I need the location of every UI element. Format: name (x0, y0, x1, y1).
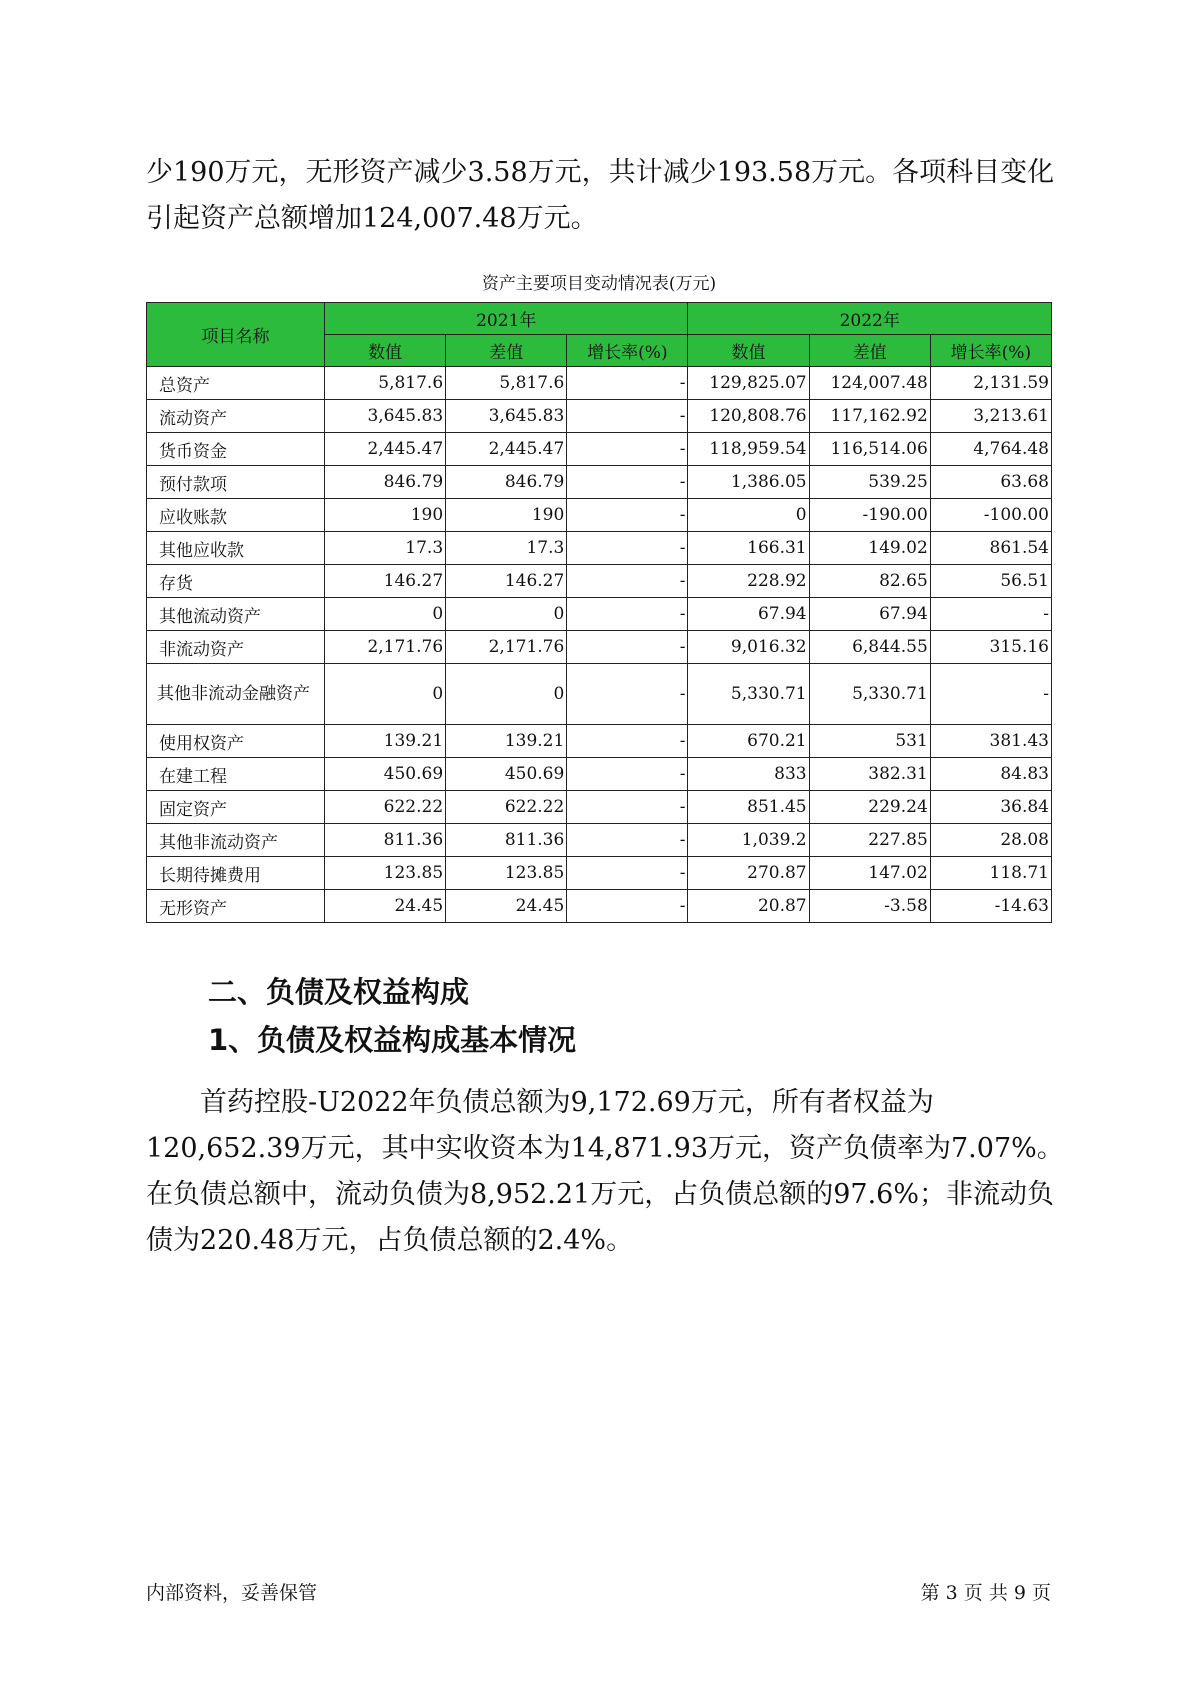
header-diff-2022: 差值 (809, 335, 930, 367)
cell-growth-2022: 28.08 (930, 824, 1051, 857)
cell-diff-2021: 123.85 (446, 857, 567, 890)
cell-growth-2021: - (567, 758, 688, 791)
cell-item-name: 非流动资产 (147, 631, 325, 664)
cell-diff-2022: 6,844.55 (809, 631, 930, 664)
table-row (147, 758, 1052, 791)
cell-value-2022: 1,386.05 (688, 466, 809, 499)
table-body (147, 367, 1052, 923)
cell-value-2022: 0 (688, 499, 809, 532)
cell-item-name: 货币资金 (147, 433, 325, 466)
cell-growth-2021: - (567, 466, 688, 499)
cell-growth-2021: - (567, 791, 688, 824)
cell-diff-2021: 846.79 (446, 466, 567, 499)
cell-growth-2022: - (930, 664, 1051, 725)
cell-diff-2021: 139.21 (446, 725, 567, 758)
table-row (147, 598, 1052, 631)
cell-diff-2022: 67.94 (809, 598, 930, 631)
cell-value-2021: 811.36 (324, 824, 445, 857)
cell-value-2021: 450.69 (324, 758, 445, 791)
cell-diff-2021: 2,171.76 (446, 631, 567, 664)
cell-diff-2022: 147.02 (809, 857, 930, 890)
cell-growth-2022: 56.51 (930, 565, 1051, 598)
cell-item-name: 无形资产 (147, 890, 325, 923)
cell-value-2022: 129,825.07 (688, 367, 809, 400)
table-row (147, 857, 1052, 890)
cell-diff-2022: 117,162.92 (809, 400, 930, 433)
cell-value-2021: 146.27 (324, 565, 445, 598)
cell-value-2021: 5,817.6 (324, 367, 445, 400)
section-heading: 二、负债及权益构成 (208, 975, 470, 1009)
table-row (147, 631, 1052, 664)
cell-value-2022: 120,808.76 (688, 400, 809, 433)
cell-item-name: 使用权资产 (147, 725, 325, 758)
cell-item-name: 存货 (147, 565, 325, 598)
cell-diff-2021: 811.36 (446, 824, 567, 857)
cell-diff-2022: 382.31 (809, 758, 930, 791)
cell-value-2022: 5,330.71 (688, 664, 809, 725)
table-row (147, 400, 1052, 433)
cell-value-2022: 670.21 (688, 725, 809, 758)
cell-growth-2021: - (567, 890, 688, 923)
header-growth-2022: 增长率(%) (930, 335, 1051, 367)
cell-value-2022: 833 (688, 758, 809, 791)
cell-item-name: 固定资产 (147, 791, 325, 824)
asset-change-table (146, 302, 1052, 923)
cell-growth-2022: 861.54 (930, 532, 1051, 565)
table-row (147, 890, 1052, 923)
table-row (147, 565, 1052, 598)
cell-growth-2021: - (567, 631, 688, 664)
table-row (147, 499, 1052, 532)
cell-growth-2022: 315.16 (930, 631, 1051, 664)
cell-diff-2022: 227.85 (809, 824, 930, 857)
liability-paragraph: 首药控股-U2022年负债总额为9,172.69万元，所有者权益为120,652.39万元，其中实收资本为14,871.93万元，资产负债率为7.07%。在负债总额中，流动负债为8,952.21万元，占负债总额的97.6%；非流动负债为220.48万元，占负债总额的2.4%。 (146, 1087, 1064, 1256)
header-year-2022: 2022年 (688, 303, 1052, 335)
header-year-2021: 2021年 (324, 303, 687, 335)
cell-value-2021: 0 (324, 598, 445, 631)
cell-item-name: 其他非流动资产 (147, 824, 325, 857)
cell-growth-2021: - (567, 565, 688, 598)
cell-growth-2022: 36.84 (930, 791, 1051, 824)
cell-item-name: 总资产 (147, 367, 325, 400)
cell-growth-2022: 63.68 (930, 466, 1051, 499)
footer-page-number: 第 3 页 共 9 页 (920, 1582, 1051, 1604)
header-value-2022: 数值 (688, 335, 809, 367)
cell-diff-2022: 531 (809, 725, 930, 758)
cell-growth-2021: - (567, 824, 688, 857)
footer-confidential-note: 内部资料，妥善保管 (146, 1582, 318, 1604)
cell-item-name: 其他流动资产 (147, 598, 325, 631)
table-row (147, 824, 1052, 857)
cell-diff-2022: 124,007.48 (809, 367, 930, 400)
cell-growth-2021: - (567, 598, 688, 631)
cell-item-name: 在建工程 (147, 758, 325, 791)
cell-item-name: 长期待摊费用 (147, 857, 325, 890)
cell-diff-2021: 5,817.6 (446, 367, 567, 400)
cell-growth-2022: 118.71 (930, 857, 1051, 890)
cell-growth-2022: 84.83 (930, 758, 1051, 791)
cell-diff-2021: 0 (446, 598, 567, 631)
table-caption: 资产主要项目变动情况表(万元) (481, 274, 717, 294)
cell-value-2021: 2,445.47 (324, 433, 445, 466)
cell-item-name: 流动资产 (147, 400, 325, 433)
cell-value-2022: 1,039.2 (688, 824, 809, 857)
table-row (147, 367, 1052, 400)
cell-value-2022: 228.92 (688, 565, 809, 598)
cell-diff-2021: 450.69 (446, 758, 567, 791)
cell-value-2021: 622.22 (324, 791, 445, 824)
cell-growth-2021: - (567, 433, 688, 466)
cell-diff-2022: 116,514.06 (809, 433, 930, 466)
cell-growth-2022: 3,213.61 (930, 400, 1051, 433)
intro-paragraph: 少190万元，无形资产减少3.58万元，共计减少193.58万元。各项科目变化引起资产总额增加124,007.48万元。 (146, 157, 1055, 234)
cell-growth-2022: -14.63 (930, 890, 1051, 923)
header-item-name: 项目名称 (147, 303, 325, 367)
cell-value-2021: 2,171.76 (324, 631, 445, 664)
cell-growth-2021: - (567, 725, 688, 758)
cell-value-2022: 118,959.54 (688, 433, 809, 466)
table-row (147, 532, 1052, 565)
cell-diff-2022: 149.02 (809, 532, 930, 565)
cell-growth-2022: -100.00 (930, 499, 1051, 532)
cell-value-2021: 3,645.83 (324, 400, 445, 433)
table-row (147, 433, 1052, 466)
cell-diff-2021: 3,645.83 (446, 400, 567, 433)
table-row (147, 725, 1052, 758)
cell-item-name: 其他应收款 (147, 532, 325, 565)
cell-diff-2021: 146.27 (446, 565, 567, 598)
cell-diff-2021: 24.45 (446, 890, 567, 923)
cell-value-2021: 139.21 (324, 725, 445, 758)
header-diff-2021: 差值 (446, 335, 567, 367)
cell-value-2022: 9,016.32 (688, 631, 809, 664)
cell-growth-2022: 4,764.48 (930, 433, 1051, 466)
cell-diff-2022: -3.58 (809, 890, 930, 923)
cell-growth-2021: - (567, 664, 688, 725)
cell-value-2022: 67.94 (688, 598, 809, 631)
cell-diff-2021: 17.3 (446, 532, 567, 565)
cell-diff-2022: 5,330.71 (809, 664, 930, 725)
cell-growth-2021: - (567, 367, 688, 400)
cell-growth-2021: - (567, 857, 688, 890)
cell-diff-2022: 539.25 (809, 466, 930, 499)
cell-growth-2021: - (567, 400, 688, 433)
cell-value-2022: 270.87 (688, 857, 809, 890)
cell-value-2022: 20.87 (688, 890, 809, 923)
cell-diff-2021: 190 (446, 499, 567, 532)
table-row (147, 466, 1052, 499)
cell-diff-2021: 622.22 (446, 791, 567, 824)
cell-growth-2022: 381.43 (930, 725, 1051, 758)
cell-diff-2022: -190.00 (809, 499, 930, 532)
cell-value-2021: 0 (324, 664, 445, 725)
table-row (147, 664, 1052, 725)
cell-growth-2021: - (567, 532, 688, 565)
table-row (147, 791, 1052, 824)
cell-diff-2021: 2,445.47 (446, 433, 567, 466)
header-growth-2021: 增长率(%) (567, 335, 688, 367)
cell-diff-2022: 229.24 (809, 791, 930, 824)
cell-value-2022: 851.45 (688, 791, 809, 824)
cell-value-2021: 190 (324, 499, 445, 532)
cell-diff-2022: 82.65 (809, 565, 930, 598)
cell-item-name: 预付款项 (147, 466, 325, 499)
cell-value-2021: 846.79 (324, 466, 445, 499)
cell-value-2021: 24.45 (324, 890, 445, 923)
cell-value-2021: 17.3 (324, 532, 445, 565)
cell-growth-2021: - (567, 499, 688, 532)
cell-item-name: 应收账款 (147, 499, 325, 532)
subsection-heading: 1、负债及权益构成基本情况 (208, 1023, 577, 1057)
cell-growth-2022: 2,131.59 (930, 367, 1051, 400)
cell-item-name: 其他非流动金融资产 (147, 664, 325, 725)
header-value-2021: 数值 (324, 335, 445, 367)
cell-diff-2021: 0 (446, 664, 567, 725)
cell-value-2021: 123.85 (324, 857, 445, 890)
cell-growth-2022: - (930, 598, 1051, 631)
cell-value-2022: 166.31 (688, 532, 809, 565)
